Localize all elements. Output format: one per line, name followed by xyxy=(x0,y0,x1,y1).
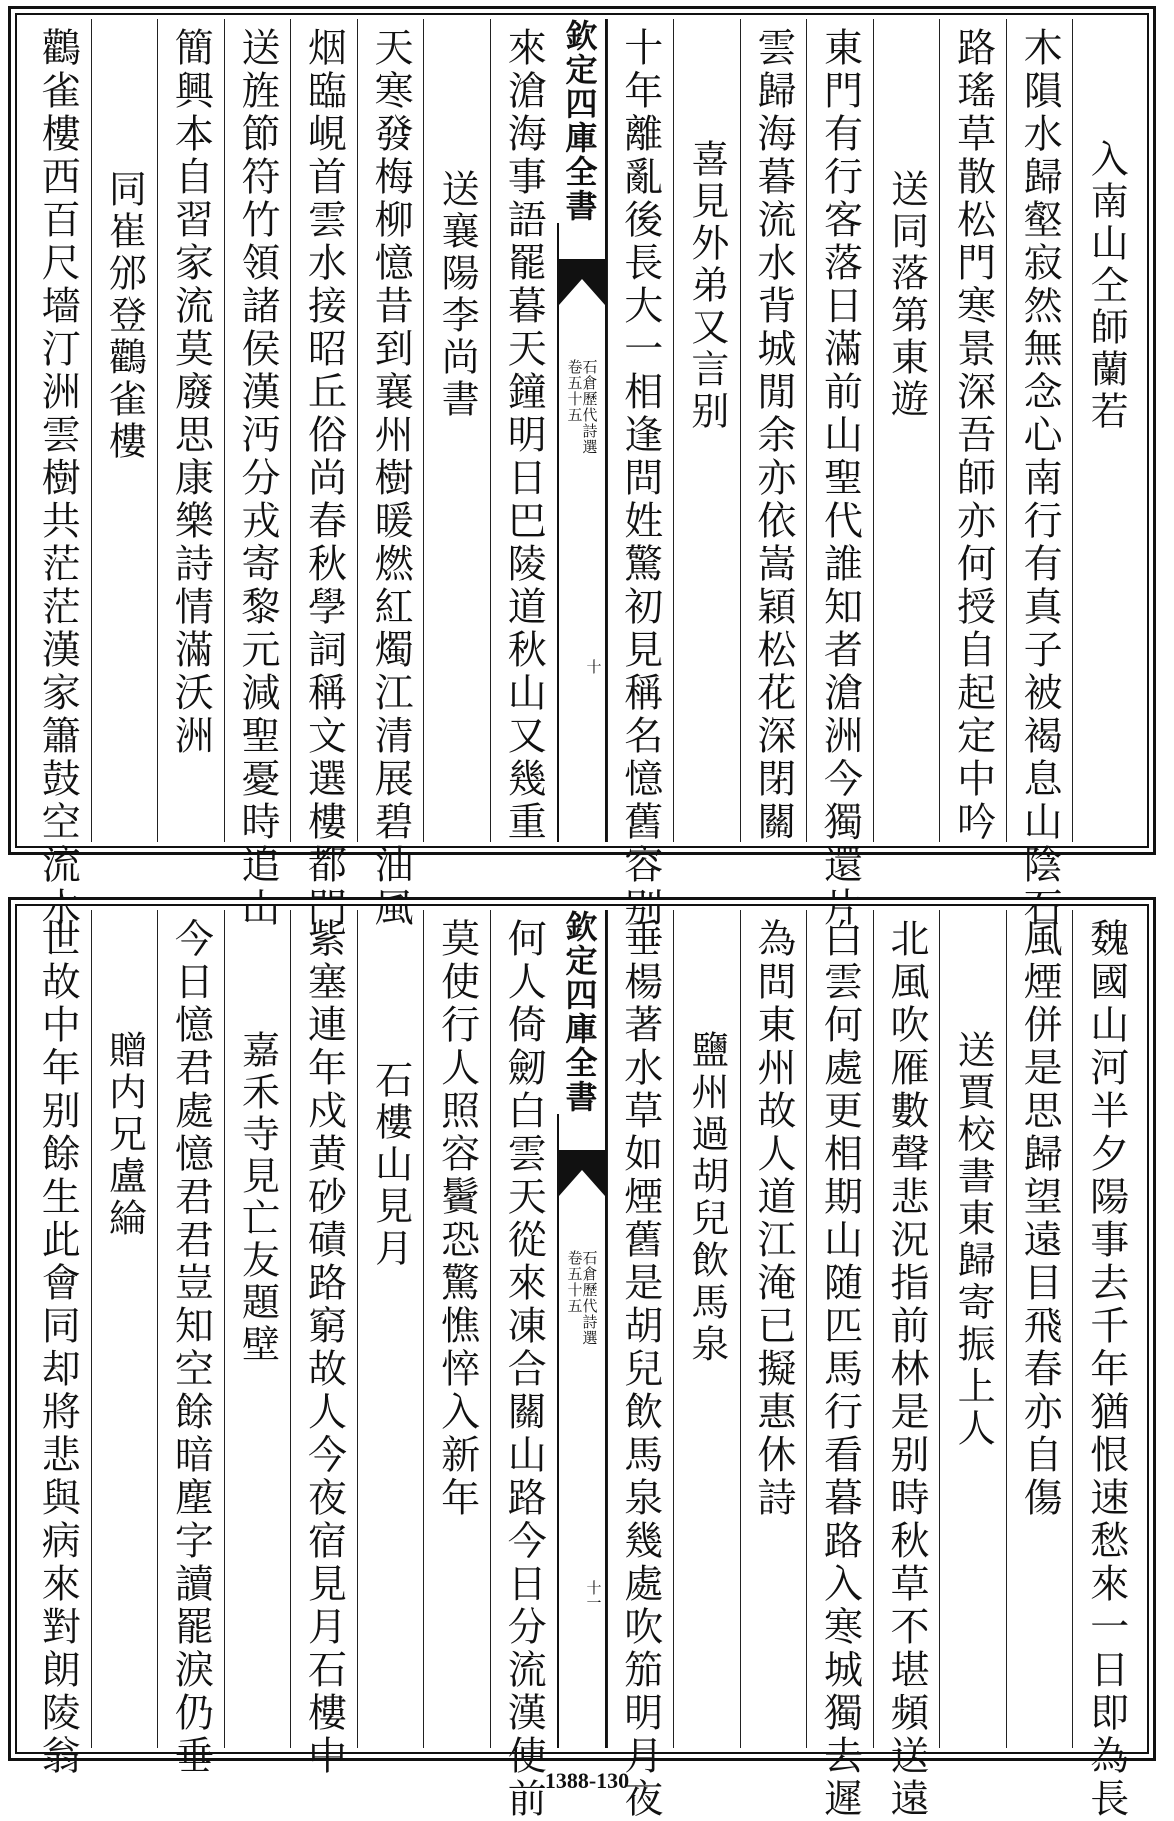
text-column xyxy=(673,19,740,842)
text-column xyxy=(873,19,940,842)
text-column xyxy=(357,19,424,930)
poem-line: 天寒發梅柳憶昔到襄州樹暖燃紅燭江清展碧油風 xyxy=(368,27,414,930)
poem-title: 送襄陽李尚書 xyxy=(435,169,480,421)
source-title: 石倉歷代詩選 xyxy=(580,1250,599,1346)
volume-label: 卷五十五 xyxy=(565,1250,584,1314)
page-number: 1388-130 xyxy=(544,1768,630,1793)
poem-line: 何人倚劒白雲天從來凍合關山路今日分流漢使前 xyxy=(501,918,547,1821)
poem-title: 同崔邠登鸛雀樓 xyxy=(102,169,147,463)
text-column xyxy=(423,19,490,842)
text-column xyxy=(490,910,557,1821)
poem-line: 為問東州故人道江淹已擬惠休詩 xyxy=(750,918,796,1520)
poem-title: 石樓山見月 xyxy=(368,1060,413,1270)
text-column xyxy=(25,19,91,930)
text-column xyxy=(357,910,424,1748)
fish-tail-mark-icon xyxy=(559,1150,605,1196)
text-column xyxy=(91,910,158,1748)
poem-title: 送同落第東遊 xyxy=(884,169,929,421)
text-column xyxy=(157,19,224,842)
poem-line: 紫塞連年戍黄砂磧路窮故人今夜宿見月石樓中 xyxy=(301,918,347,1778)
poem-title: 嘉禾寺見亡友題壁 xyxy=(235,1030,280,1366)
poem-line: 木隕水歸壑寂然無念心南行有真子被褐息山陰石 xyxy=(1017,27,1063,930)
text-column xyxy=(740,910,807,1748)
text-column xyxy=(1072,910,1139,1821)
text-column xyxy=(224,19,291,930)
text-column xyxy=(673,910,740,1748)
text-column xyxy=(1006,19,1073,930)
poem-line: 送旌節符竹領諸侯漢沔分戎寄黎元減聖憂時追山 xyxy=(234,27,280,930)
text-column xyxy=(806,19,873,930)
poem-line: 風煙併是思歸望遠目飛春亦自傷 xyxy=(1017,918,1063,1520)
text-column xyxy=(740,19,807,842)
text-column xyxy=(224,910,291,1748)
volume-label: 卷五十五 xyxy=(565,359,584,423)
poem-line: 簡興本自習家流莫廢思康樂詩情滿沃洲 xyxy=(168,27,214,758)
top-page-panel xyxy=(8,6,1156,930)
center-gutter xyxy=(557,910,607,1748)
poem-line: 垂楊著水草如煙舊是胡兒飲馬泉幾處吹笳明月夜 xyxy=(617,918,663,1821)
text-column xyxy=(157,910,224,1778)
poem-title: 贈内兄盧綸 xyxy=(102,1030,147,1240)
poem-line: 魏國山河半夕陽事去千年猶恨速愁來一日即為長 xyxy=(1083,918,1129,1821)
text-column xyxy=(939,910,1006,1748)
text-column xyxy=(290,910,357,1778)
poem-line: 來滄海事語罷暮天鐘明日巴陵道秋山又幾重 xyxy=(501,27,547,844)
poem-line: 白雲何處更相期山随匹馬行看暮路入寒城獨去遲 xyxy=(817,918,863,1821)
poem-title: 入南山仝師蘭若 xyxy=(1084,139,1129,433)
poem-line: 今日憶君處憶君君豈知空餘暗塵字讀罷淚仍垂 xyxy=(168,918,214,1778)
poem-line: 東門有行客落日滿前山聖代誰知者滄洲今獨還片 xyxy=(817,27,863,930)
poem-line: 北風吹雁數聲悲況指前林是别時秋草不堪頻送遠 xyxy=(884,918,930,1821)
book-title: 欽定四庫全書 xyxy=(557,19,603,223)
text-column xyxy=(873,910,940,1821)
poem-line: 路瑤草散松門寒景深吾師亦何授自起定中吟 xyxy=(950,27,996,844)
text-column xyxy=(607,19,674,930)
fish-tail-mark-icon xyxy=(559,259,605,305)
text-column xyxy=(25,910,91,1778)
poem-line: 莫使行人照容鬢恐驚憔悴入新年 xyxy=(434,918,480,1520)
top-columns xyxy=(25,19,1139,930)
text-column xyxy=(1006,910,1073,1748)
leaf-number: 十 xyxy=(584,659,603,674)
poem-line: 鸛雀樓西百尺墻汀洲雲樹共茫茫漢家簫鼓空流水 xyxy=(35,27,81,930)
text-column xyxy=(290,19,357,930)
text-column xyxy=(806,910,873,1821)
text-column xyxy=(490,19,557,842)
source-title: 石倉歷代詩選 xyxy=(580,359,599,455)
text-column xyxy=(1072,19,1139,842)
poem-title: 送賈校書東歸寄振上人 xyxy=(951,1030,996,1450)
poem-line: 烟臨峴首雲水接昭丘俗尚春秋學詞稱文選樓都門 xyxy=(301,27,347,930)
poem-line: 雲歸海暮流水背城閒余亦依嵩穎松花深閉關 xyxy=(750,27,796,844)
text-column xyxy=(423,910,490,1748)
text-column xyxy=(939,19,1006,842)
poem-title: 喜見外弟又言别 xyxy=(684,139,729,433)
poem-title: 鹽州過胡兒飲馬泉 xyxy=(684,1030,729,1366)
text-column xyxy=(607,910,674,1821)
center-gutter xyxy=(557,19,607,842)
poem-line: 十年離亂後長大一相逢問姓驚初見稱名憶舊容别 xyxy=(617,27,663,930)
book-title: 欽定四庫全書 xyxy=(557,910,603,1114)
leaf-number: 十一 xyxy=(584,1580,603,1610)
text-column xyxy=(91,19,158,842)
poem-line: 世故中年别餘生此會同却將悲與病來對朗陵翁 xyxy=(35,918,81,1778)
